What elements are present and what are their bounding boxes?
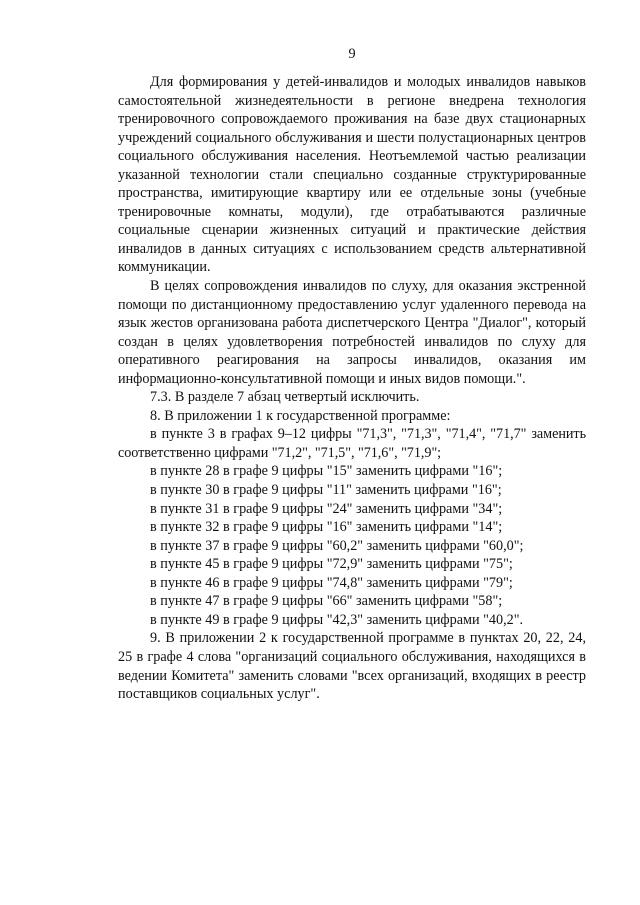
document-body — [118, 73, 586, 704]
page-number: 9 — [348, 46, 356, 62]
amendment-item-49: в пункте 49 в графе 9 цифры "42,3" заменить цифрами "40,2". — [150, 611, 524, 628]
amendment-item-32: в пункте 32 в графе 9 цифры "16" заменить цифрами "14"; — [150, 519, 503, 536]
paragraph-section-7-3: 7.3. В разделе 7 абзац четвертый исключить. — [150, 389, 420, 406]
paragraph-dialog-center: В целях сопровождения инвалидов по слуху, для оказания экстренной помощи по дистанционному предоставлению услуг удаленного перевода на язык жестов организована работа диспетчерского Центра "Диалог", который создан в целях удовлетворения потребностей инвалидов по слуху для оперативного реагирования на запросы инвалидов, оказания им информационно-консультативной помощи и иных видов помощи.". — [118, 278, 586, 387]
amendment-item-47: в пункте 47 в графе 9 цифры "66" заменить цифрами "58"; — [150, 593, 503, 610]
amendment-item-3: в пункте 3 в графах 9–12 цифры "71,3", "71,3", "71,4", "71,7" заменить соответственно цифрами "71,2", "71,5", "71,6", "71,9"; — [118, 426, 586, 461]
amendment-item-45: в пункте 45 в графе 9 цифры "72,9" заменить цифрами "75"; — [150, 556, 513, 573]
amendment-item-37: в пункте 37 в графе 9 цифры "60,2" заменить цифрами "60,0"; — [150, 537, 524, 554]
amendment-item-31: в пункте 31 в графе 9 цифры "24" заменить цифрами "34"; — [150, 500, 503, 517]
paragraph-housing-technology: Для формирования у детей-инвалидов и молодых инвалидов навыков самостоятельной жизнедеятельности в регионе внедрена технология тренировочного сопровождаемого проживания на базе двух стационарных учреждений социального обслуживания и шести полустационарных центров социального обслуживания населения. Неотъемлемой частью реализации указанной технологии стали специально созданные структурированные пространства, имитирующие квартиру или ее отдельные зоны (учебные тренировочные комнаты, модули), где отрабатываются различные социальные сценарии жизненных ситуаций и практические действия инвалидов в данных ситуациях с использованием средств альтернативной коммуникации. — [118, 74, 586, 276]
paragraph-appendix-1-intro: 8. В приложении 1 к государственной программе: — [150, 407, 451, 424]
amendment-item-46: в пункте 46 в графе 9 цифры "74,8" заменить цифрами "79"; — [150, 574, 513, 591]
amendment-item-28: в пункте 28 в графе 9 цифры "15" заменить цифрами "16"; — [150, 463, 503, 480]
amendment-item-30: в пункте 30 в графе 9 цифры "11" заменить цифрами "16"; — [150, 482, 502, 499]
document-page — [118, 0, 586, 905]
paragraph-appendix-2: 9. В приложении 2 к государственной программе в пунктах 20, 22, 24, 25 в графе 4 слова "организаций социального обслуживания, находящихся в ведении Комитета" заменить словами "всех организаций, входящих в реестр поставщиков социальных услуг". — [118, 630, 586, 703]
